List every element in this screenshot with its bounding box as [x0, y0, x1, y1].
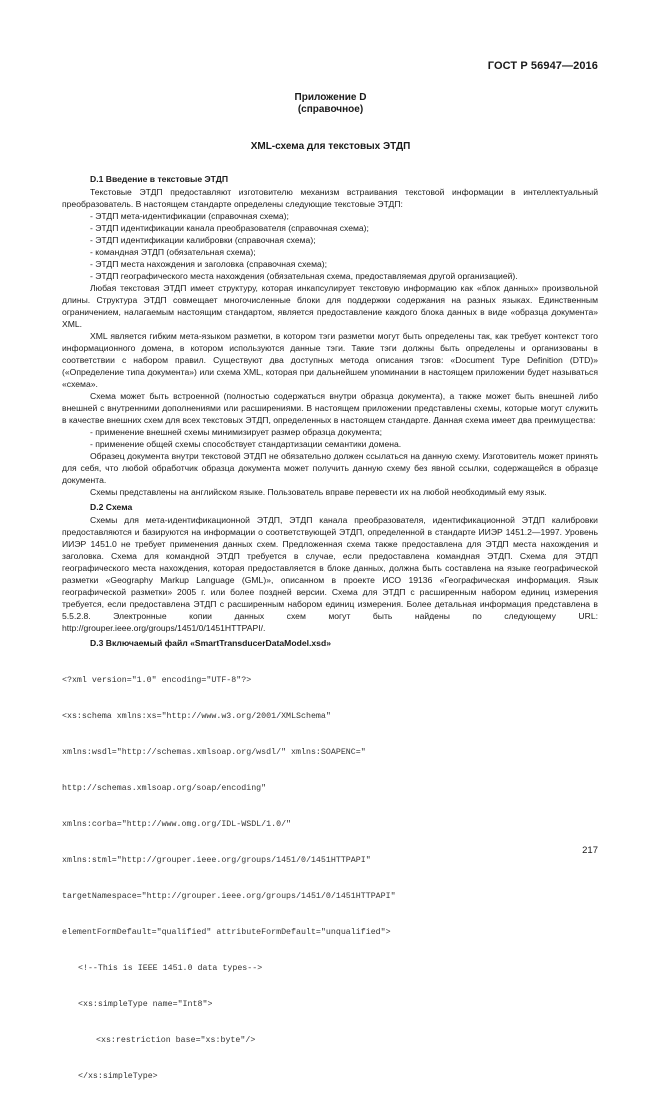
paragraph: Текстовые ЭТДП предоставляют изготовителю механизм встраивания текстовой информации в интеллектуальный преобразователь. В настоящем стандарте определены следующие текстовые ЭТДП:: [62, 187, 598, 209]
list-item: - ЭТДП места нахождения и заголовка (справочная схема);: [90, 258, 598, 270]
code-line: <!--This is IEEE 1451.0 data types-->: [78, 964, 263, 973]
document-body: [62, 172, 598, 1107]
code-line: <?xml version="1.0" encoding="UTF-8"?>: [62, 676, 252, 685]
document-title: XML-схема для текстовых ЭТДП: [250, 141, 411, 152]
section-d2-heading: D.2 Схема: [90, 502, 133, 512]
code-line: xmlns:stml="http://grouper.ieee.org/groups/1451/0/1451HTTPAPI": [62, 856, 371, 865]
list-item: - применение общей схемы способствует стандартизации семантики домена.: [90, 438, 598, 450]
paragraph: Любая текстовая ЭТДП имеет структуру, которая инкапсулирует текстовую информацию как «блок данных» произвольной длины. Структура ЭТДП совмещает многочисленные блоки для поддержки содержания на разных языках. Единственным ограничением, налагаемым настоящим стандартом, является предоставление каждого блока данных в виде «образца документа» XML.: [62, 283, 598, 329]
paragraph: Схема может быть встроенной (полностью содержаться внутри образца документа), а также может быть внешней либо внешней с внутренними дополнениями или расширениями. В настоящем приложении представлены схемы, которые могут служить в качестве внешних схем для всех текстовых ЭТДП, определенных в настоящем стандарте. Данная схема имеет два преимущества:: [62, 391, 598, 425]
section-d3-heading: D.3 Включаемый файл «SmartTransducerDataModel.xsd»: [90, 638, 331, 648]
paragraph: Схемы для мета-идентификационной ЭТДП, ЭТДП канала преобразователя, идентификационной ЭТДП калибровки предоставляются и базируются на информации о соответствующей ЭТДП, определенной в стандарте ИИЭР 1451.2—1997. Уровень ИИЭР 1451.0 не требует применения данных схем. Предложенная схема также предоставлена для ЭТДП места нахождения и заголовка. Схема для командной ЭТДП требуется в случае, если предоставлена командная ЭТДП. Схема для ЭТДП географического места нахождения, которая предоставляется в блоке данных, должна быть составлена на языке географической разметки «Geography Markup Language (GML)», описанном в проекте ИСО 19136 «Географическая информация. Язык географической разметки» 2005 г. или более поздней версии. Схема для ЭТДП с расширенным набором единиц измерения требуется, если предоставлена ЭТДП с расширенным набором единиц измерения. Более детальная информация представлена в 5.5.2.8. Электронные копии данных схем могут быть найдены по следующему URL: http://grouper.ieee.org/groups/1451/0/1451HTTPAPI/.: [62, 515, 598, 633]
code-line: <xs:simpleType name="Int8">: [78, 1000, 213, 1009]
xsd-code-block: [62, 651, 598, 1107]
bullet-list: [62, 210, 598, 282]
appendix-heading: [0, 92, 661, 116]
code-line: xmlns:corba="http://www.omg.org/IDL-WSDL/1.0/": [62, 820, 292, 829]
page-number: 217: [582, 845, 598, 856]
code-line: <xs:schema xmlns:xs="http://www.w3.org/2001/XMLSchema": [62, 712, 331, 721]
paragraph: Образец документа внутри текстовой ЭТДП не обязательно должен ссылаться на данную схему. Изготовитель может принять для себя, что любой обработчик образца документа может получить данную схему без явной ссылки, содержащейся в образце документа.: [62, 451, 598, 485]
list-item: - ЭТДП идентификации канала преобразователя (справочная схема);: [90, 222, 598, 234]
list-item: - применение внешней схемы минимизирует размер образца документа;: [90, 426, 598, 438]
code-line: targetNamespace="http://grouper.ieee.org/groups/1451/0/1451HTTPAPI": [62, 892, 396, 901]
list-item: - ЭТДП мета-идентификации (справочная схема);: [90, 210, 598, 222]
code-line: </xs:simpleType>: [78, 1072, 158, 1081]
section-d1-heading: D.1 Введение в текстовые ЭТДП: [90, 174, 228, 184]
paragraph: Схемы представлены на английском языке. Пользователь вправе перевести их на любой необходимый ему язык.: [90, 487, 547, 497]
code-line: http://schemas.xmlsoap.org/soap/encoding": [62, 784, 267, 793]
appendix-subtitle: (справочное): [297, 104, 364, 115]
paragraph: XML является гибким мета-языком разметки, в котором тэги разметки могут быть определены так, как требует контекст того информационного домена, в котором используются данные тэги. Такие тэги должны быть определены и организованы в соответствии с набором правил. Существуют два доступных метода описания тэгов: «Document Type Definition (DTD)» («Определение типа документа») или схема XML, которая при дальнейшем упоминании в настоящем приложении будет называться «схема».: [62, 331, 598, 389]
code-line: xmlns:wsdl="http://schemas.xmlsoap.org/wsdl/" xmlns:SOAPENC=": [62, 748, 366, 757]
list-item: - ЭТДП географического места нахождения (обязательная схема, предоставляемая другой организацией).: [90, 270, 598, 282]
list-item: - ЭТДП идентификации калибровки (справочная схема);: [90, 234, 598, 246]
code-line: <xs:restriction base="xs:byte"/>: [96, 1036, 256, 1045]
standard-number: ГОСТ Р 56947—2016: [487, 60, 598, 72]
bullet-list: [62, 426, 598, 450]
code-line: elementFormDefault="qualified" attributeFormDefault="unqualified">: [62, 928, 391, 937]
appendix-title: Приложение D: [294, 92, 367, 103]
list-item: - командная ЭТДП (обязательная схема);: [90, 246, 598, 258]
